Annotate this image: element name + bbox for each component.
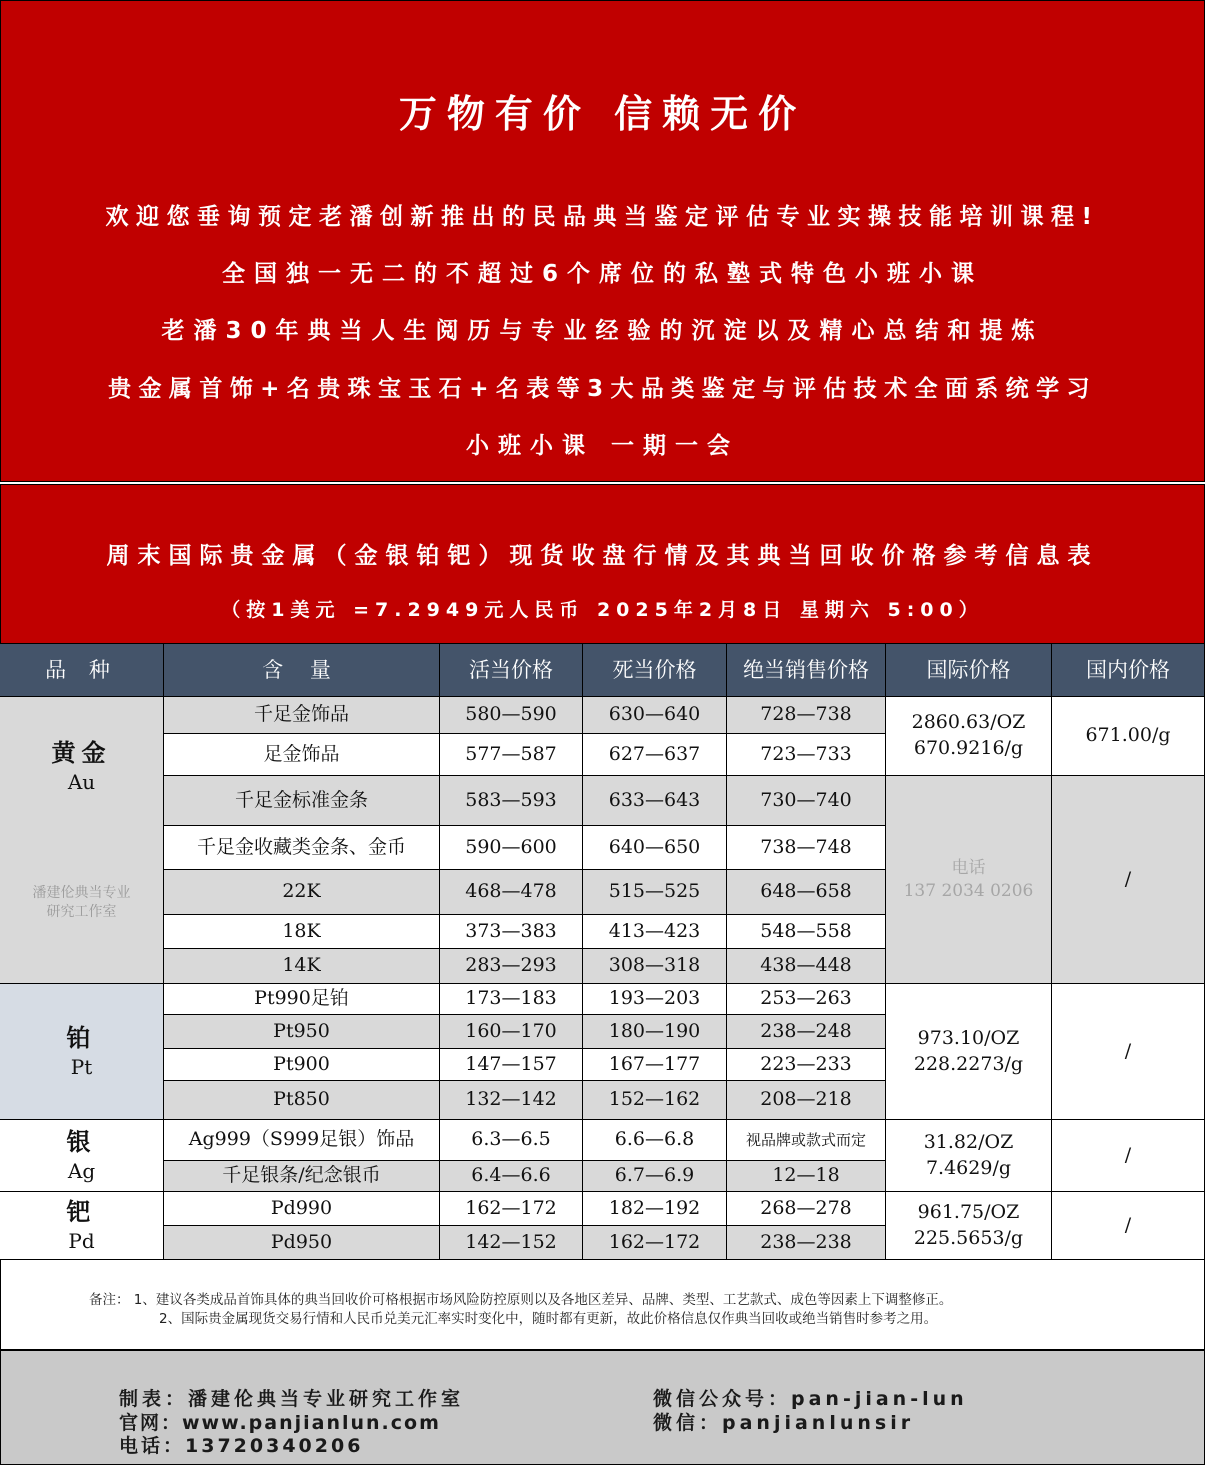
promo-banner <box>0 0 1205 482</box>
category-gold-name: 黄金 <box>51 739 112 767</box>
table-cell-dead: 640—650 <box>583 826 727 870</box>
table-cell-sale: 253—263 <box>727 984 886 1015</box>
table-cell-live: 590—600 <box>440 826 583 870</box>
price-table <box>0 644 1205 1260</box>
table-row-content: Ag999（S999足银）饰品 <box>164 1120 440 1161</box>
table-cell-dead: 152—162 <box>583 1081 727 1120</box>
palladium-domestic-price: / <box>1052 1192 1205 1260</box>
promo-line-4: 贵金属首饰+名贵珠宝玉石+名表等3大品类鉴定与评估技术全面系统学习 <box>108 376 1097 402</box>
table-row-content: Pt990足铂 <box>164 984 440 1015</box>
table-row-content: Pt950 <box>164 1015 440 1049</box>
footer-phone: 电话：13720340206 <box>119 1435 364 1457</box>
table-cell-sale: 438—448 <box>727 949 886 984</box>
footer-website: 官网：www.panjianlun.com <box>119 1412 441 1434</box>
category-platinum <box>0 984 164 1120</box>
table-title-banner <box>0 484 1205 644</box>
table-cell-sale: 723—733 <box>727 734 886 776</box>
footer-contact <box>0 1350 1205 1465</box>
category-palladium <box>0 1192 164 1260</box>
table-cell-sale: 268—278 <box>727 1192 886 1226</box>
table-row-content: 千足金收藏类金条、金币 <box>164 826 440 870</box>
table-cell-live: 6.3—6.5 <box>440 1120 583 1161</box>
gold-domestic-price: 671.00/g <box>1052 697 1205 776</box>
slogan: 万物有价 信赖无价 <box>398 92 807 136</box>
table-cell-sale: 12—18 <box>727 1161 886 1192</box>
table-row-content: 千足银条/纪念银币 <box>164 1161 440 1192</box>
table-cell-dead: 180—190 <box>583 1015 727 1049</box>
table-cell-dead: 630—640 <box>583 697 727 734</box>
table-cell-dead: 308—318 <box>583 949 727 984</box>
table-cell-dead: 162—172 <box>583 1226 727 1260</box>
column-header-domestic-price: 国内价格 <box>1052 644 1205 697</box>
category-silver <box>0 1120 164 1192</box>
column-header-intl-price: 国际价格 <box>886 644 1052 697</box>
palladium-intl-price <box>886 1192 1052 1260</box>
table-cell-sale: 238—238 <box>727 1226 886 1260</box>
category-silver-symbol: Ag <box>67 1159 96 1184</box>
silver-domestic-price: / <box>1052 1120 1205 1192</box>
table-cell-live: 6.4—6.6 <box>440 1161 583 1192</box>
category-silver-name: 银 <box>66 1127 97 1156</box>
table-cell-dead: 515—525 <box>583 870 727 915</box>
promo-line-3: 老潘30年典当人生阅历与专业经验的沉淀以及精心总结和提炼 <box>161 318 1044 344</box>
table-cell-sale: 223—233 <box>727 1049 886 1081</box>
table-cell-live: 160—170 <box>440 1015 583 1049</box>
category-gold-symbol: Au <box>67 770 96 795</box>
table-cell-dead: 182—192 <box>583 1192 727 1226</box>
column-header-live-price: 活当价格 <box>440 644 583 697</box>
table-row-content: 22K <box>164 870 440 915</box>
table-cell-live: 173—183 <box>440 984 583 1015</box>
note-line-2: 2、国际贵金属现货交易行情和人民币兑美元汇率实时变化中，随时都有更新，故此价格信息仅作典当回收或绝当销售时参考之用。 <box>159 1311 938 1327</box>
category-palladium-symbol: Pd <box>68 1229 95 1254</box>
table-row-content: 千足金标准金条 <box>164 776 440 826</box>
table-cell-dead: 6.7—6.9 <box>583 1161 727 1192</box>
phone-number: 137 2034 0206 <box>903 880 1034 901</box>
table-cell-dead: 633—643 <box>583 776 727 826</box>
table-cell-sale: 548—558 <box>727 915 886 949</box>
table-cell-live: 577—587 <box>440 734 583 776</box>
platinum-intl-g: 228.2273/g <box>913 1052 1024 1075</box>
table-cell-live: 468—478 <box>440 870 583 915</box>
table-cell-dead: 627—637 <box>583 734 727 776</box>
platinum-intl-oz: 973.10/OZ <box>917 1026 1020 1049</box>
table-row-content: Pd990 <box>164 1192 440 1226</box>
table-cell-live: 162—172 <box>440 1192 583 1226</box>
table-cell-dead: 167—177 <box>583 1049 727 1081</box>
table-cell-sale: 238—248 <box>727 1015 886 1049</box>
gold-domestic-other: / <box>1052 776 1205 984</box>
table-cell-live: 583—593 <box>440 776 583 826</box>
promo-line-1: 欢迎您垂询预定老潘创新推出的民品典当鉴定评估专业实操技能培训课程! <box>105 204 1100 230</box>
table-cell-dead: 6.6—6.8 <box>583 1120 727 1161</box>
phone-label: 电话 <box>951 857 986 878</box>
table-cell-dead: 193—203 <box>583 984 727 1015</box>
gold-intl-oz: 2860.63/OZ <box>911 711 1026 734</box>
column-header-sale-price: 绝当销售价格 <box>727 644 886 697</box>
platinum-domestic-price: / <box>1052 984 1205 1120</box>
promo-line-2: 全国独一无二的不超过6个席位的私塾式特色小班小课 <box>221 261 983 287</box>
table-cell-live: 580—590 <box>440 697 583 734</box>
footer-wechat: 微信：panjianlunsir <box>653 1412 915 1434</box>
table-cell-sale: 208—218 <box>727 1081 886 1120</box>
promo-line-5: 小班小课 一期一会 <box>465 433 739 459</box>
table-row-content: Pt850 <box>164 1081 440 1120</box>
table-cell-sale: 728—738 <box>727 697 886 734</box>
gold-intl-price <box>886 697 1052 776</box>
table-cell-sale: 视品牌或款式而定 <box>727 1120 886 1161</box>
table-cell-live: 283—293 <box>440 949 583 984</box>
footer-wechat-official: 微信公众号：pan-jian-lun <box>653 1388 968 1410</box>
column-header-variety: 品 种 <box>0 644 164 697</box>
silver-intl-price <box>886 1120 1052 1192</box>
table-cell-sale: 738—748 <box>727 826 886 870</box>
exchange-rate-line: （按1美元 =7.2949元人民币 2025年2月8日 星期六 5:00） <box>221 599 984 621</box>
table-cell-live: 142—152 <box>440 1226 583 1260</box>
column-header-dead-price: 死当价格 <box>583 644 727 697</box>
table-row-content: Pt900 <box>164 1049 440 1081</box>
contact-phone-note <box>886 776 1052 984</box>
note-line-1: 备注： 1、建议各类成品首饰具体的典当回收价可格根据市场风险防控原则以及各地区差异、品牌、类型、工艺款式、成色等因素上下调整修正。 <box>89 1292 953 1308</box>
table-row-content: 18K <box>164 915 440 949</box>
table-cell-live: 132—142 <box>440 1081 583 1120</box>
table-row-content: Pd950 <box>164 1226 440 1260</box>
column-header-content: 含 量 <box>164 644 440 697</box>
gold-intl-g: 670.9216/g <box>913 737 1024 759</box>
palladium-intl-oz: 961.75/OZ <box>917 1200 1020 1223</box>
table-title: 周末国际贵金属（金银铂钯）现货收盘行情及其典当回收价格参考信息表 <box>106 543 1099 569</box>
table-row-content: 千足金饰品 <box>164 697 440 734</box>
notes-section <box>0 1260 1205 1350</box>
table-cell-sale: 730—740 <box>727 776 886 826</box>
category-platinum-name: 铂 <box>66 1023 97 1052</box>
footer-maker: 制表：潘建伦典当专业研究工作室 <box>119 1388 465 1410</box>
platinum-intl-price <box>886 984 1052 1120</box>
table-cell-dead: 413—423 <box>583 915 727 949</box>
table-cell-live: 147—157 <box>440 1049 583 1081</box>
table-row-content: 14K <box>164 949 440 984</box>
table-cell-sale: 648—658 <box>727 870 886 915</box>
table-cell-live: 373—383 <box>440 915 583 949</box>
table-row-content: 足金饰品 <box>164 734 440 776</box>
silver-intl-g: 7.4629/g <box>925 1156 1012 1179</box>
category-platinum-symbol: Pt <box>70 1055 93 1080</box>
studio-watermark: 潘建伦典当专业 研究工作室 <box>32 885 131 920</box>
category-palladium-name: 钯 <box>66 1197 97 1226</box>
category-gold <box>0 697 164 984</box>
silver-intl-oz: 31.82/OZ <box>923 1130 1014 1153</box>
palladium-intl-g: 225.5653/g <box>913 1226 1024 1249</box>
